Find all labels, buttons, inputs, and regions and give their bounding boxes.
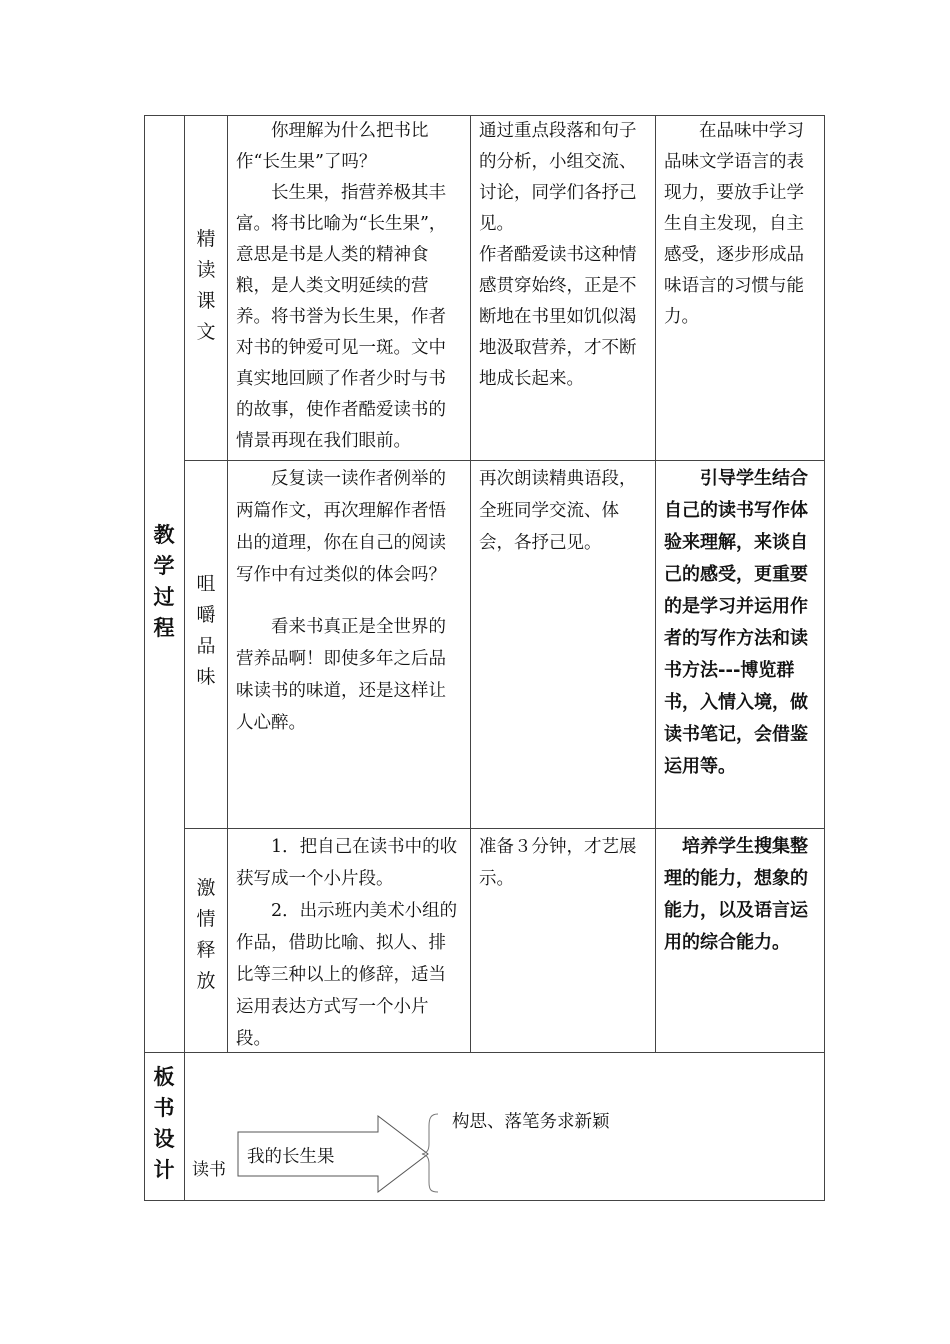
row-content (236, 116, 462, 457)
intent-paragraph: 在品味中学习品味文学语言的表现力，要放手让学生自主发现，自主感受，逐步形成品味语言的习惯与能力。 (664, 121, 804, 327)
section-label-board: 板书设计 (153, 1065, 175, 1182)
board-arrow-text: 我的长生果 (247, 1147, 335, 1167)
activity-paragraph: 再次朗读精典语段，全班同学交流、体会，各抒己见。 (479, 469, 637, 553)
board-branch-text: 构思、落笔务求新颖 (452, 1112, 610, 1132)
activity-paragraph: 作者酷爱读书这种情感贯穿始终，正是不断地在书里如饥似渴地汲取营养，才不断地成长起来。 (479, 245, 637, 389)
content-paragraph: 1．把自己在读书中的收获写成一个小片段。 (236, 837, 458, 889)
content-paragraph: 反复读一读作者例举的两篇作文，再次理解作者悟出的道理，你在自己的阅读写作中有过类似的体会吗？ (236, 469, 446, 585)
row-intent (664, 463, 816, 783)
row-intent (664, 831, 816, 959)
intent-paragraph: 培养学生搜集整理的能力，想象的能力，以及语言运用的综合能力。 (664, 836, 808, 953)
intent-paragraph: 引导学生结合自己的读书写作体验来理解，来谈自己的感受，更重要的是学习并运用作者的写作方法和读书方法---博览群书，入情入境，做读书笔记，会借鉴运用等。 (664, 468, 808, 777)
row-activity (479, 116, 649, 395)
board-left-label: 读书 (192, 1160, 226, 1180)
row-intent (664, 116, 816, 333)
section-label-process: 教学过程 (153, 523, 175, 640)
content-paragraph: 长生果，指营养极其丰富。将书比喻为“长生果”，意思是书是人类的精神食粮，是人类文明延续的营养。将书誉为长生果，作者对书的钟爱可见一斑。文中真实地回顾了作者少时与书的故事，使作者酷爱读书的情景再现在我们眼前。 (236, 183, 447, 451)
content-paragraph: 2．出示班内美术小组的作品，借助比喻、拟人、排比等三种以上的修辞，适当运用表达方式写一个小片段。 (236, 901, 458, 1049)
step-label: 咀嚼品味 (196, 573, 216, 688)
content-paragraph: 你理解为什么把书比作“长生果”了吗？ (236, 121, 429, 172)
row-content (236, 463, 462, 739)
activity-paragraph: 通过重点段落和句子的分析，小组交流、讨论，同学们各抒己见。 (479, 121, 637, 234)
step-label: 激情释放 (196, 877, 216, 992)
row-content (236, 831, 462, 1055)
row-activity (479, 463, 649, 559)
row-activity (479, 831, 649, 895)
activity-paragraph: 准备３分钟，才艺展示。 (479, 837, 637, 889)
step-label: 精读课文 (196, 228, 216, 343)
content-paragraph: 看来书真正是全世界的营养品啊！即使多年之后品味读书的味道，还是这样让人心醉。 (236, 617, 446, 733)
